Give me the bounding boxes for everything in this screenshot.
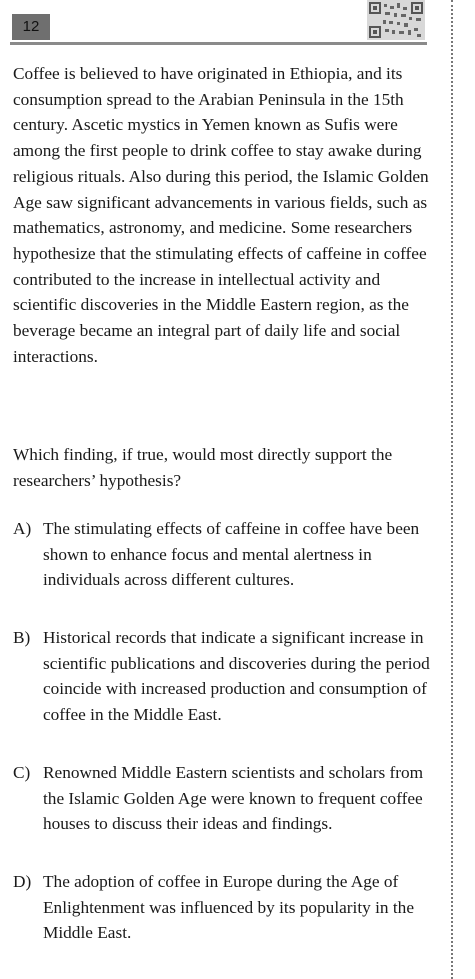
choice-text: Historical records that indicate a significant increase in scientific publications and discoveries during the period coincide with increased production and consumption of coffee in the Middle East. — [43, 628, 430, 725]
choice-letter: D) — [13, 872, 32, 891]
answer-choice-a[interactable] — [13, 516, 433, 593]
answer-choice-b[interactable] — [13, 625, 433, 728]
question-number-badge: 12 — [12, 14, 50, 40]
qr-code-icon — [367, 0, 425, 40]
choice-letter: C) — [13, 763, 31, 782]
choice-text: The stimulating effects of caffeine in coffee have been shown to enhance focus and mental alertness in individuals across different cultures. — [43, 519, 420, 590]
choice-letter: B) — [13, 628, 31, 647]
passage-text: Coffee is believed to have originated in Ethiopia, and its consumption spread to the Arabian Peninsula in the 15th century. Ascetic mystics in Yemen known as Sufis were among the first people to drink coffee to stay awake during religious rituals. Also during this period, the Islamic Golden Age saw significant advancements in various fields, such as mathematics, astronomy, and medicine. Some researchers hypothesize that the stimulating effects of caffeine in coffee contributed to the increase in intellectual activity and scientific discoveries in the Middle Eastern region, as the beverage became an integral part of daily life and social interactions. — [13, 64, 429, 366]
choice-text: Renowned Middle Eastern scientists and scholars from the Islamic Golden Age were known to frequent coffee houses to discuss their ideas and findings. — [43, 763, 424, 834]
answer-choice-c[interactable] — [13, 760, 433, 837]
header-rule — [10, 42, 427, 45]
question-stem: Which finding, if true, would most directly support the researchers’ hypothesis? — [13, 445, 393, 490]
choice-letter: A) — [13, 519, 32, 538]
choice-text: The adoption of coffee in Europe during the Age of Enlightenment was influenced by its popularity in the Middle East. — [43, 872, 414, 943]
question-header — [10, 0, 427, 46]
answer-choice-d[interactable] — [13, 869, 433, 946]
page-edge-dotted-line — [451, 0, 453, 979]
